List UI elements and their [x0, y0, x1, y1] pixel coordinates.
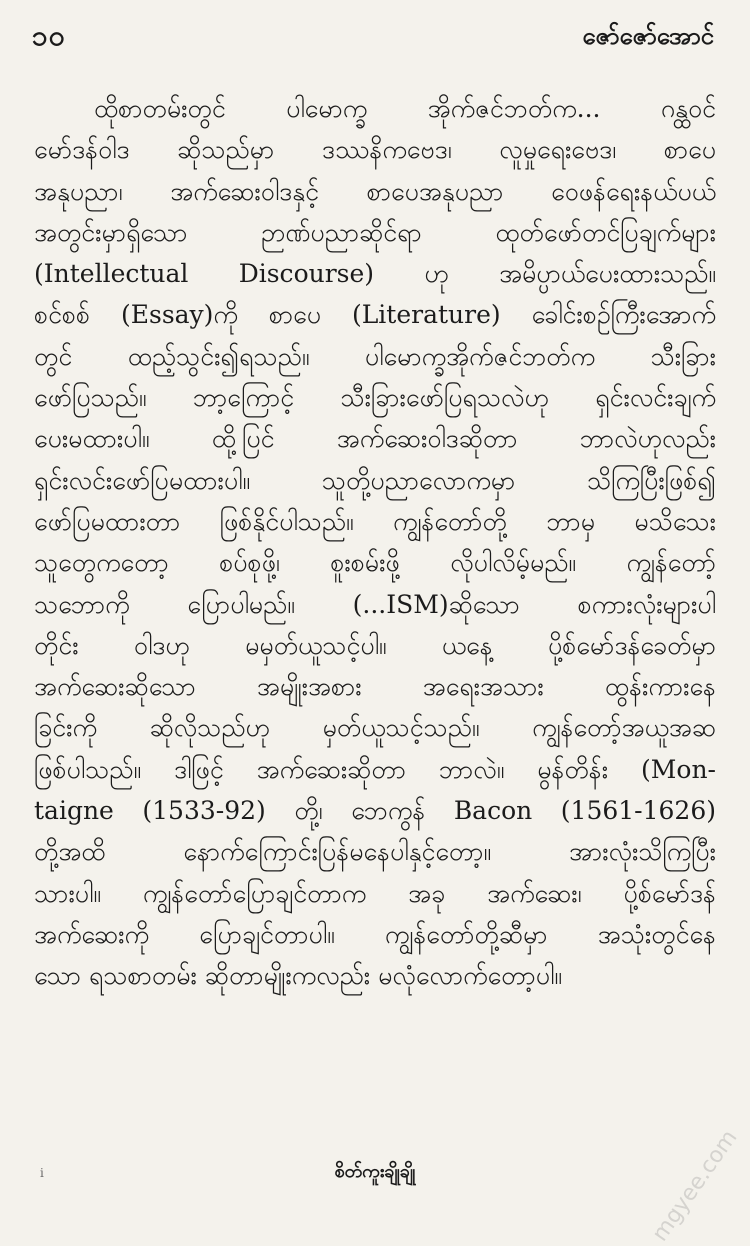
text-line: မော်ဒန်ဝါဒ ဆိုသည်မှာ ဒဿနိကဗေဒ၊ လူမှုရေးဗေဒ၊ စာပေ: [34, 135, 716, 165]
text-line: ဖော်ပြမထားတာ ဖြစ်နိုင်ပါသည်။ ကျွန်တော်တို့ ဘာမှ မသိသေး: [34, 506, 716, 536]
text-line: အက်ဆေးကို ပြောချင်တာပါ။ ကျွန်တော်တို့ဆီမှာ အသုံးတွင်နေ: [34, 919, 716, 949]
body-text: [34, 88, 716, 997]
text-line: ထိုစာတမ်းတွင် ပါမောက္ခ အိုက်ဇင်ဘတ်က... ဂန္ထဝင်: [94, 94, 716, 123]
text-line: ခြင်းကို ဆိုလိုသည်ဟု မှတ်ယူသင့်သည်။ ကျွန်တော့်အယူအဆ: [34, 713, 716, 743]
page-footer-publisher: စိတ်ကူးချိုချို: [334, 1161, 416, 1182]
text-line: တွင် ထည့်သွင်း၍ရသည်။ ပါမောက္ခအိုက်ဇင်ဘတ်က သီးခြား: [34, 341, 716, 371]
text-line: သားပါ။ ကျွန်တော်ပြောချင်တာက အခု အက်ဆေး၊ ပို့စ်မော်ဒန်: [34, 878, 716, 908]
text-line: တို့အထိ နောက်ကြောင်းပြန်မနေပါနှင့်တော့။ အားလုံးသိကြပြီး: [34, 837, 716, 867]
page-number: ၁၀: [32, 19, 66, 52]
text-line: သဘောကို ပြောပါမည်။ (...ISM)ဆိုသော စကားလုံးများပါ: [34, 589, 716, 619]
text-line: သူတွေကတော့ စပ်စုဖို့၊ စူးစမ်းဖို့ လိုပါလိမ့်မည်။ ကျွန်တော့်: [34, 548, 716, 578]
text-line: တိုင်း ဝါဒဟု မမှတ်ယူသင့်ပါ။ ယနေ့ ပို့စ်မော်ဒန်ခေတ်မှာ: [34, 630, 716, 660]
watermark: mgyee.com: [647, 1125, 742, 1246]
footer-mark: i: [40, 1166, 44, 1180]
text-line: taigne (1533-92) တို့၊ ဘေကွန် Bacon (1561-1626): [34, 796, 716, 826]
text-line: အတွင်းမှာရှိသော ဉာဏ်ပညာဆိုင်ရာ ထုတ်ဖော်တင်ပြချက်များ: [34, 217, 716, 247]
text-line: ဖော်ပြသည်။ ဘာ့ကြောင့် သီးခြားဖော်ပြရသလဲဟု ရှင်းလင်းချက်: [34, 383, 716, 413]
running-head-author: ဇော်ဇော်အောင်: [582, 21, 714, 50]
text-line: စင်စစ် (Essay)ကို စာပေ (Literature) ခေါင်းစဉ်ကြီးအောက်: [34, 300, 716, 330]
text-line: ရှင်းလင်းဖော်ပြမထားပါ။ သူတို့ပညာလောကမှာ သိကြပြီးဖြစ်၍: [34, 465, 716, 495]
text-line: ပေးမထားပါ။ ထို့ပြင် အက်ဆေးဝါဒဆိုတာ ဘာလဲဟုလည်း: [34, 424, 716, 454]
text-line: အနုပညာ၊ အက်ဆေးဝါဒနှင့် စာပေအနုပညာ ဝေဖန်ရေးနယ်ပယ်: [34, 176, 716, 206]
text-line: အက်ဆေးဆိုသော အမျိုးအစား အရေးအသား ထွန်းကားနေ: [34, 672, 716, 702]
page-header: [32, 18, 714, 58]
text-line: (Intellectual Discourse) ဟု အမိပ္ပာယ်ပေးထားသည်။: [34, 259, 716, 289]
text-line: သော ရသစာတမ်း ဆိုတာမျိုးကလည်း မလုံလောက်တော့ပါ။: [34, 961, 562, 991]
text-line: ဖြစ်ပါသည်။ ဒါဖြင့် အက်ဆေးဆိုတာ ဘာလဲ။ မွန်တိန်း (Mon-: [34, 754, 716, 784]
